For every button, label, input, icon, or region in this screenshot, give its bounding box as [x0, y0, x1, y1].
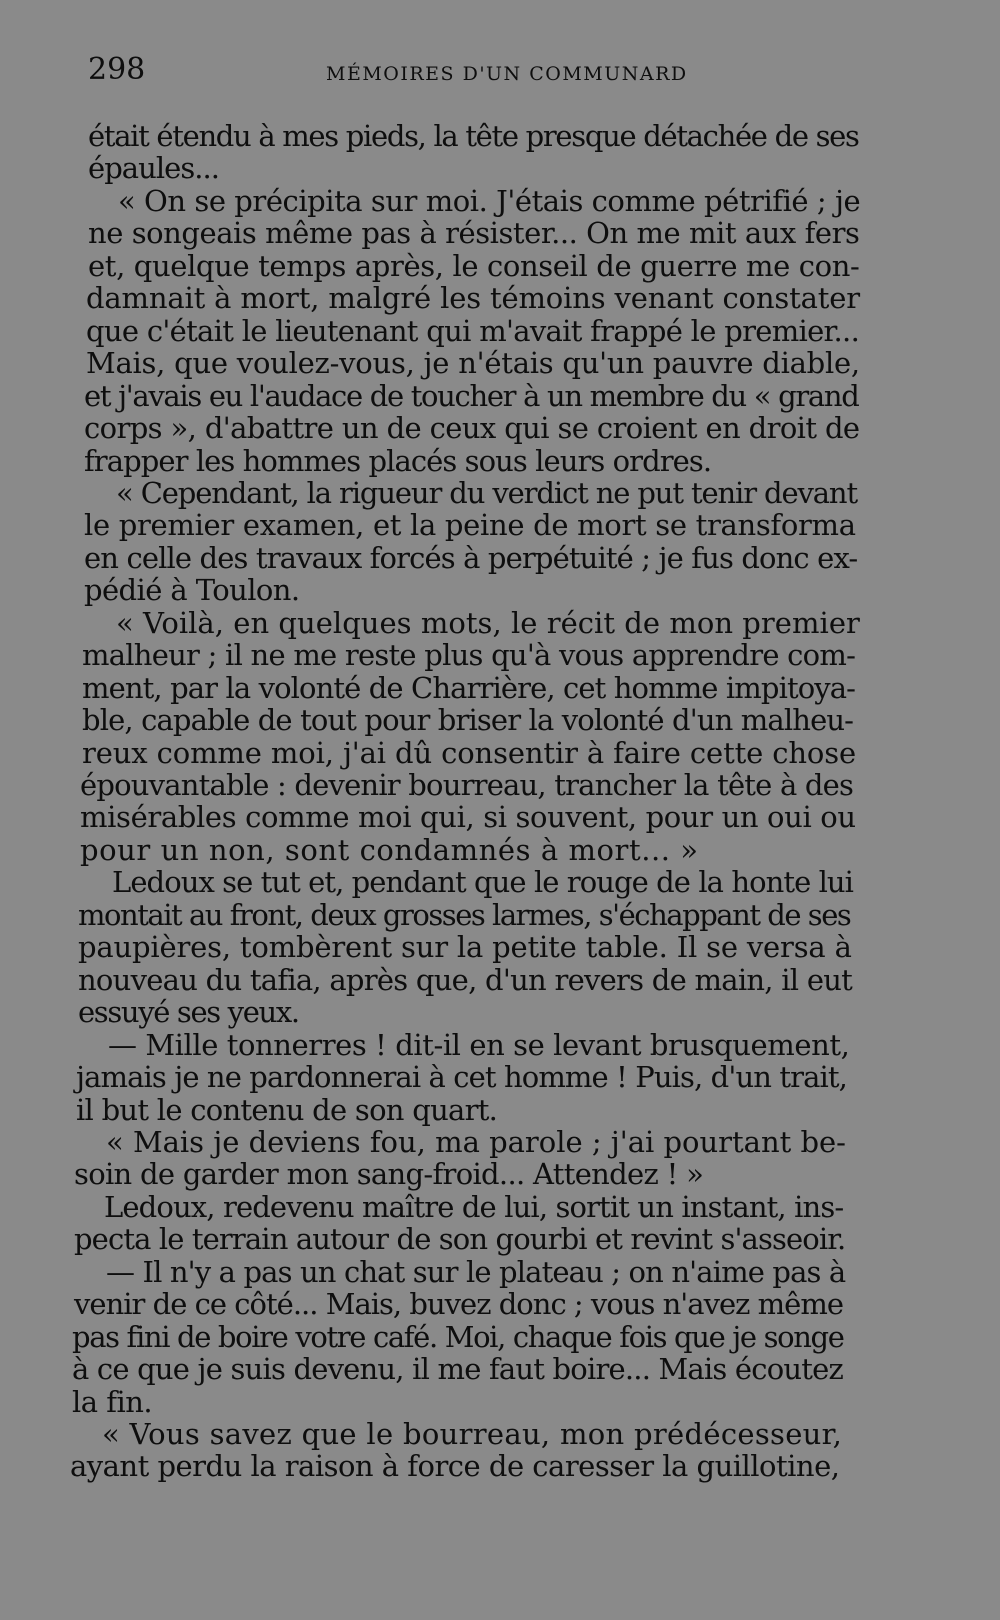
text-line: la fin.: [72, 1384, 153, 1419]
text-line: pas fini de boire votre café. Moi, chaque fois que je songe: [72, 1319, 844, 1354]
text-line: corps », d'abattre un de ceux qui se croient en droit de: [84, 411, 860, 446]
text-line: pédié à Toulon.: [84, 573, 300, 608]
text-line: épaules...: [88, 151, 220, 186]
text-line: que c'était le lieutenant qui m'avait frappé le premier...: [86, 313, 860, 348]
text-line: ne songeais même pas à résister... On me mit aux fers: [88, 216, 860, 251]
text-line: et j'avais eu l'audace de toucher à un membre du « grand: [84, 378, 859, 413]
text-line: « Vous savez que le bourreau, mon prédécesseur,: [102, 1417, 843, 1451]
text-line: « On se précipita sur moi. J'étais comme pétrifié ; je: [118, 183, 861, 218]
text-line: — Il n'y a pas un chat sur le plateau ; on n'aime pas à: [106, 1254, 846, 1289]
running-title: MÉMOIRES D'UN COMMUNARD: [326, 63, 688, 85]
text-line: ayant perdu la raison à force de caresser la guillotine,: [70, 1449, 840, 1484]
text-line: à ce que je suis devenu, il me faut boire... Mais écoutez: [72, 1352, 843, 1387]
text-line: en celle des travaux forcés à perpétuité ; je fus donc ex-: [84, 540, 858, 575]
text-line: damnait à mort, malgré les témoins venant constater: [86, 281, 860, 316]
text-line: jamais je ne pardonnerai à cet homme ! Puis, d'un trait,: [76, 1060, 847, 1095]
text-line: paupières, tombèrent sur la petite table. Il se versa à: [78, 930, 852, 965]
page-number: 298: [88, 52, 146, 87]
text-line: était étendu à mes pieds, la tête presque détachée de ses: [88, 119, 859, 153]
text-line: essuyé ses yeux.: [78, 995, 299, 1030]
text-line: nouveau du tafia, après que, d'un revers de main, il eut: [78, 962, 853, 997]
text-line: Mais, que voulez-vous, je n'étais qu'un pauvre diable,: [86, 346, 860, 381]
text-line: soin de garder mon sang-froid... Attendez ! »: [74, 1157, 704, 1192]
text-line: ble, capable de tout pour briser la volonté d'un malheu-: [82, 703, 854, 738]
text-line: pour un non, sont condamnés à mort... »: [80, 832, 699, 867]
text-line: misérables comme moi qui, si souvent, pour un oui ou: [80, 800, 856, 835]
text-line: « Mais je deviens fou, ma parole ; j'ai pourtant be-: [106, 1124, 846, 1159]
text-line: « Voilà, en quelques mots, le récit de mon premier: [116, 605, 860, 640]
text-line: malheur ; il ne me reste plus qu'à vous apprendre com-: [82, 638, 856, 673]
text-line: frapper les hommes placés sous leurs ordres.: [84, 443, 712, 478]
text-line: épouvantable : devenir bourreau, trancher la tête à des: [80, 768, 854, 802]
page-header: [88, 52, 888, 92]
text-line: ment, par la volonté de Charrière, cet homme impitoya-: [82, 670, 856, 705]
text-line: le premier examen, et la peine de mort se transforma: [84, 508, 856, 543]
text-line: pecta le terrain autour de son gourbi et revint s'asseoir.: [74, 1222, 846, 1257]
text-line: Ledoux, redevenu maître de lui, sortit un instant, ins-: [104, 1189, 844, 1224]
text-line: Ledoux se tut et, pendant que le rouge de la honte lui: [112, 865, 854, 900]
text-line: il but le contenu de son quart.: [76, 1092, 498, 1127]
text-line: — Mille tonnerres ! dit-il en se levant brusquement,: [108, 1027, 850, 1062]
text-line: venir de ce côté... Mais, buvez donc ; vous n'avez même: [74, 1287, 844, 1322]
text-line: et, quelque temps après, le conseil de guerre me con-: [88, 248, 860, 283]
text-line: « Cependant, la rigueur du verdict ne put tenir devant: [116, 475, 857, 510]
text-line: reux comme moi, j'ai dû consentir à faire cette chose: [82, 735, 857, 770]
text-line: montait au front, deux grosses larmes, s'échappant de ses: [78, 897, 851, 932]
